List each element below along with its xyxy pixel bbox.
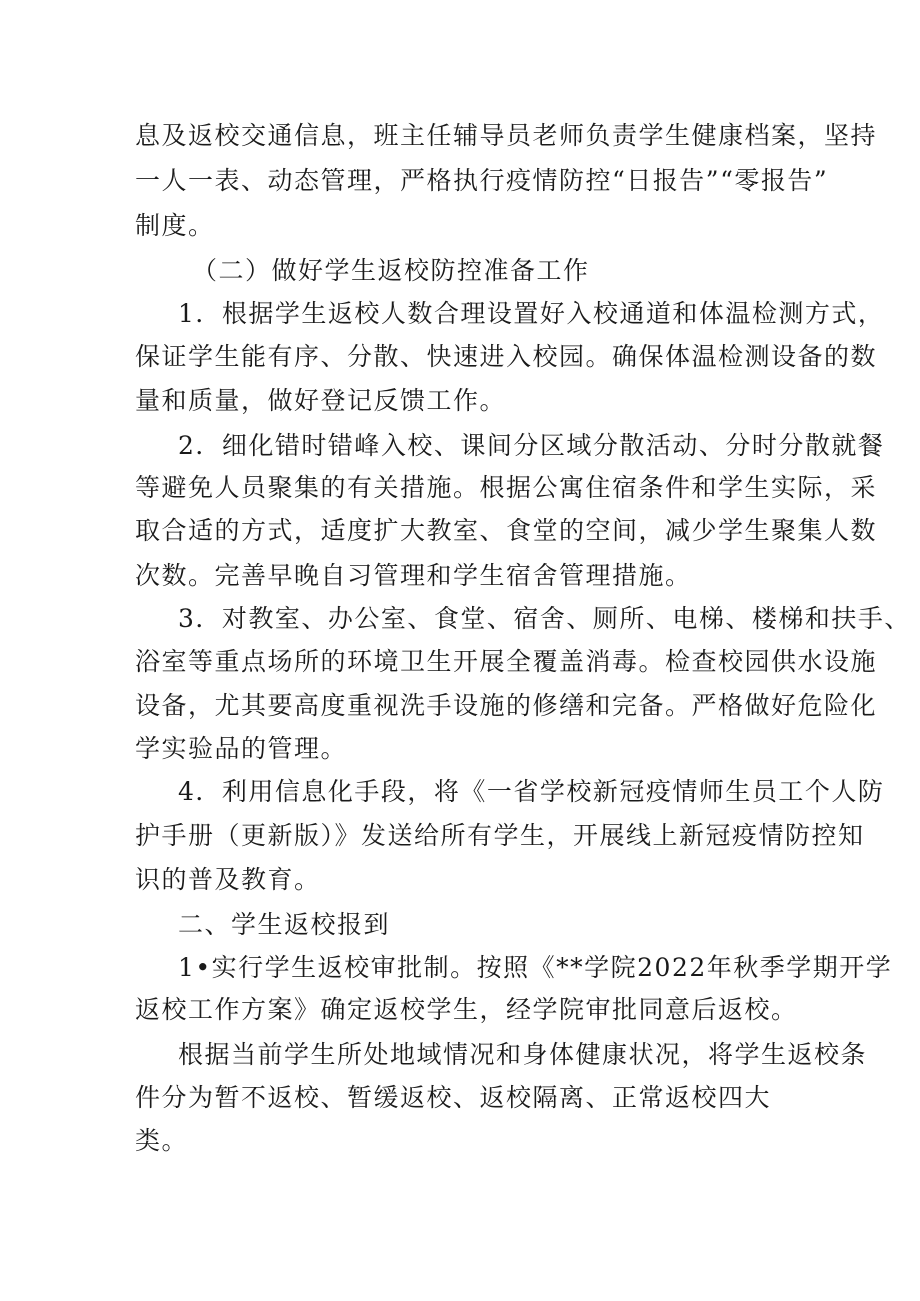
text-line: 件分为暂不返校、暂缓返校、返校隔离、正常返校四大 (135, 1083, 772, 1112)
text-line: 次数。完善早晚自习管理和学生宿舍管理措施。 (135, 561, 692, 590)
section-heading: 二、学生返校报到 (178, 910, 391, 939)
text-line: 1．根据学生返校人数合理设置好入校通道和体温检测方式， (178, 299, 885, 328)
text-line: 4．利用信息化手段，将《一省学校新冠疫情师生员工个人防 (178, 777, 885, 806)
text-line: 量和质量，做好登记反馈工作。 (135, 386, 507, 415)
text-line: 根据当前学生所处地域情况和身体健康状况，将学生返校条 (178, 1040, 868, 1069)
text-line: 返校工作方案》确定返校学生，经学院审批同意后返校。 (135, 995, 798, 1024)
text-line: 3．对教室、办公室、食堂、宿舍、厕所、电梯、楼梯和扶手、 (178, 604, 911, 633)
text-line: 类。 (135, 1126, 189, 1155)
text-line: 识的普及教育。 (135, 865, 321, 894)
text-line: 护手册（更新版）》发送给所有学生，开展线上新冠疫情防控知 (135, 821, 865, 850)
text-line: 息及返校交通信息，班主任辅导员老师负责学生健康档案，坚持 (135, 121, 878, 150)
text-line: 浴室等重点场所的环境卫生开展全覆盖消毒。检查校园供水设施 (135, 647, 878, 676)
text-line: 2．细化错时错峰入校、课间分区域分散活动、分时分散就餐 (178, 431, 885, 460)
text-line: 一人一表、动态管理，严格执行疫情防控“日报告”“零报告” (135, 166, 829, 195)
text-line: 制度。 (135, 211, 215, 240)
text-line: 等避免人员聚集的有关措施。根据公寓住宿条件和学生实际，采 (135, 473, 878, 502)
text-line: 设备，尤其要高度重视洗手设施的修缮和完备。严格做好危险化 (135, 691, 878, 720)
text-line: 学实验品的管理。 (135, 734, 348, 763)
text-line: 1•实行学生返校审批制。按照《**学院2022年秋季学期开学 (178, 953, 893, 982)
text-line: 取合适的方式，适度扩大教室、食堂的空间，减少学生聚集人数 (135, 516, 878, 545)
text-line: 保证学生能有序、分散、快速进入校园。确保体温检测设备的数 (135, 342, 878, 371)
section-heading: （二）做好学生返校防控准备工作 (192, 256, 590, 285)
